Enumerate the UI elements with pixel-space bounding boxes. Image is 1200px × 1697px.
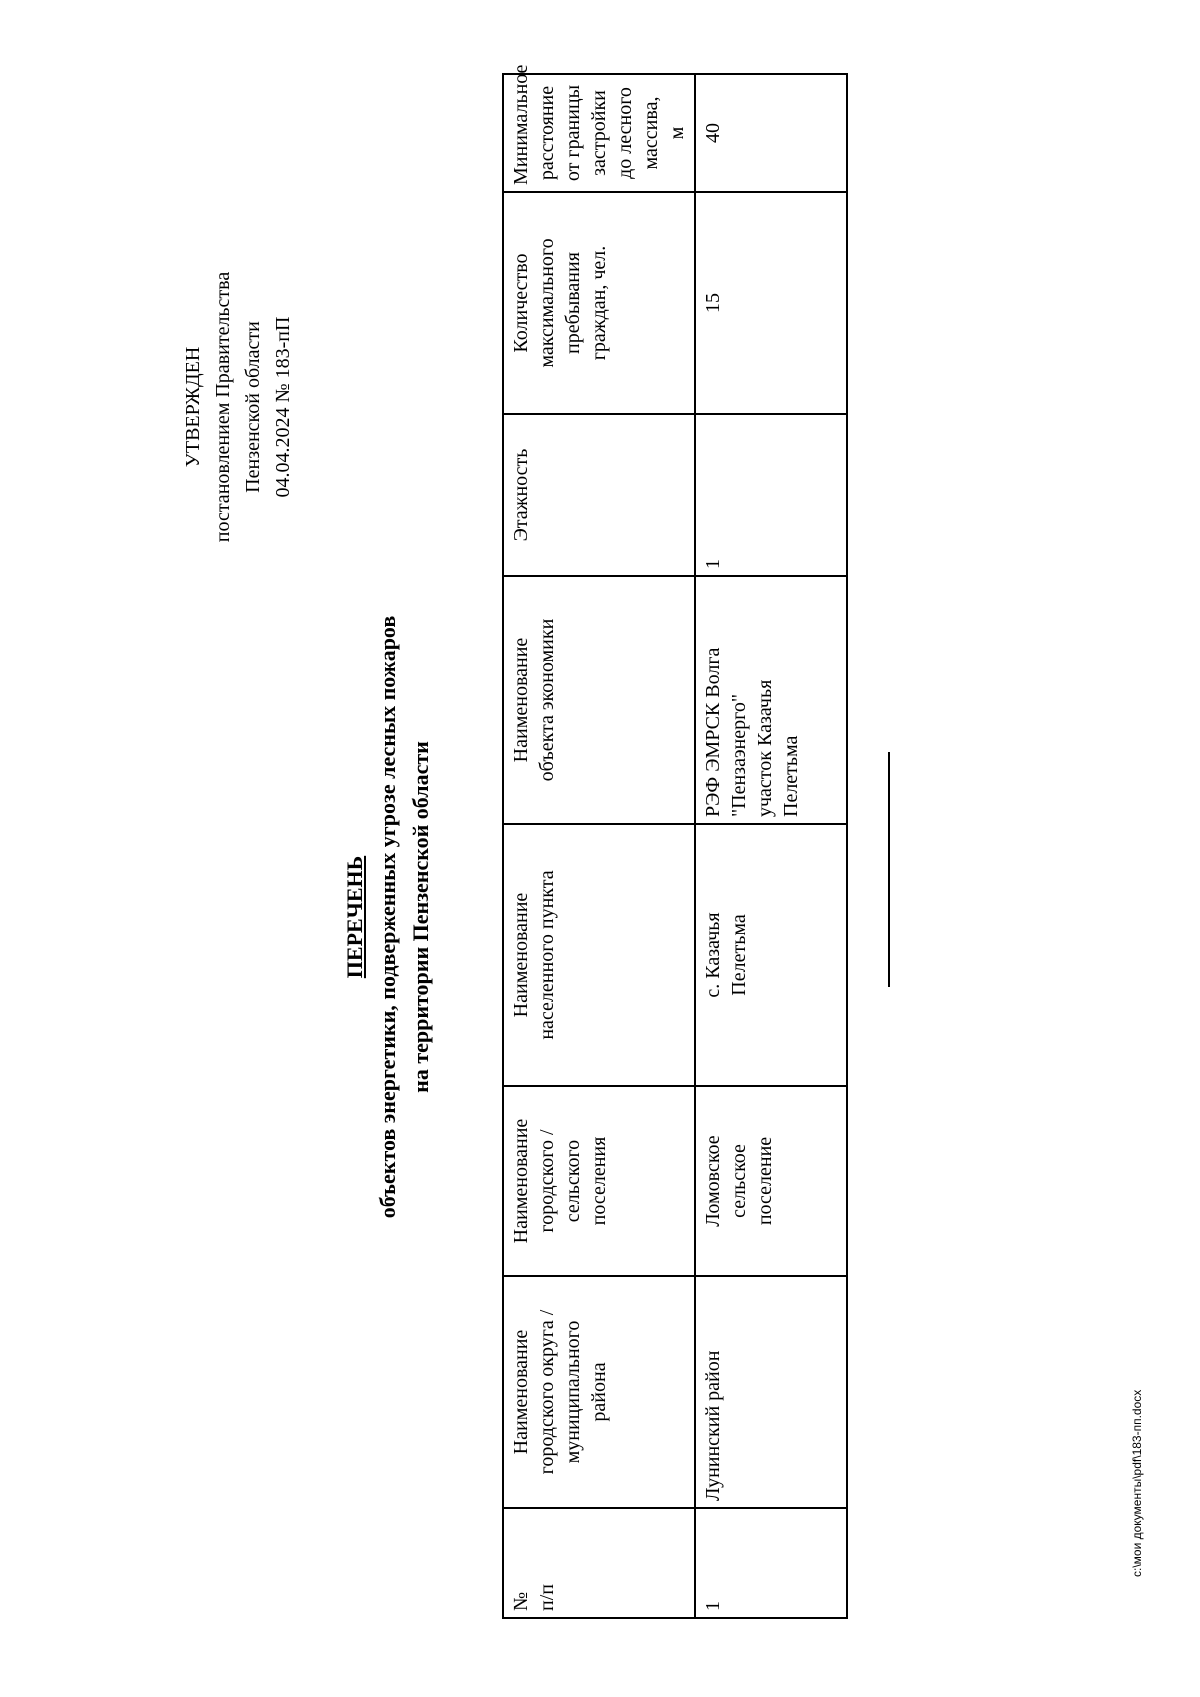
table-cell <box>695 414 847 576</box>
table-header-cell <box>503 576 695 824</box>
cell-line: м <box>666 126 688 140</box>
document-title <box>338 417 437 1417</box>
cell-line: 1 <box>702 559 724 569</box>
cell-line: объекта экономики <box>536 618 558 782</box>
title-line: на территории Пензенской области <box>408 741 433 1093</box>
cell-line: до лесного массива, <box>614 87 662 179</box>
cell-line: поселения <box>588 1136 610 1226</box>
cell-line: максимального <box>536 238 558 368</box>
cell-line: сельское <box>728 1144 750 1218</box>
file-path: c:\мои документы\pdf\183-пп.docx <box>1130 1389 1144 1577</box>
cell-line: застройки <box>588 90 610 176</box>
table-header-cell <box>503 64 695 192</box>
title-line: ПЕРЕЧЕНЬ <box>342 855 367 979</box>
cell-line: 40 <box>702 123 724 143</box>
approval-block <box>178 177 298 637</box>
cell-line: поселение <box>754 1136 776 1226</box>
table-cell <box>695 74 847 192</box>
approval-line: Пензенской области <box>242 321 264 493</box>
table-cell <box>695 576 847 824</box>
cell-line: № <box>510 1591 532 1611</box>
cell-line: Наименование <box>510 892 532 1018</box>
approval-line: постановлением Правительства <box>212 271 234 543</box>
table-header-cell <box>503 1086 695 1276</box>
cell-line: 15 <box>702 293 724 313</box>
cell-line: Этажность <box>510 448 532 542</box>
table-body <box>503 64 847 1618</box>
approval-line: УТВЕРЖДЕН <box>182 346 204 468</box>
table-header-cell <box>503 414 695 576</box>
objects-table <box>502 64 848 1619</box>
cell-line: граждан, чел. <box>588 245 610 361</box>
cell-line: расстояние <box>536 85 558 181</box>
cell-line: городского / <box>536 1129 558 1233</box>
cell-line: Количество <box>510 253 532 353</box>
cell-line: муниципального <box>562 1320 584 1464</box>
table-cell <box>695 1276 847 1508</box>
cell-line: "Пензаэнерго" <box>728 694 750 817</box>
cell-line: населенного пункта <box>536 870 558 1040</box>
table-row <box>695 74 847 1618</box>
cell-line: 1 <box>702 1601 724 1611</box>
cell-line: Ломовское <box>702 1135 724 1227</box>
cell-line: участок Казачья <box>754 679 776 817</box>
table-header-cell <box>503 1508 695 1618</box>
cell-line: Пелетьма <box>728 914 750 996</box>
approval-line: 04.04.2024 № 183-пП <box>272 316 294 498</box>
table-cell <box>695 1508 847 1618</box>
table-cell <box>695 824 847 1086</box>
cell-line: Лунинский район <box>702 1350 724 1501</box>
cell-line: Наименование <box>510 1329 532 1455</box>
cell-line: района <box>588 1362 610 1422</box>
cell-line: Наименование <box>510 637 532 763</box>
table-header-row <box>503 74 695 1618</box>
table-header-cell <box>503 192 695 414</box>
table-cell <box>695 192 847 414</box>
cell-line: РЭФ ЭМРСК Волга <box>702 647 724 817</box>
cell-line: городского округа / <box>536 1309 558 1475</box>
end-divider <box>888 752 890 987</box>
cell-line: с. Казачья <box>702 912 724 998</box>
table-cell <box>695 1086 847 1276</box>
cell-line: сельского <box>562 1139 584 1223</box>
table-header-cell <box>503 824 695 1086</box>
cell-line: Наименование <box>510 1118 532 1244</box>
cell-line: Пелетьма <box>780 735 802 817</box>
title-line: объектов энергетики, подверженных угрозе лесных пожаров <box>375 615 400 1219</box>
cell-line: Минимальное <box>510 64 532 185</box>
cell-line: пребывания <box>562 252 584 354</box>
cell-line: п/п <box>536 1584 558 1611</box>
cell-line: от границы <box>562 84 584 182</box>
table-header-cell <box>503 1276 695 1508</box>
